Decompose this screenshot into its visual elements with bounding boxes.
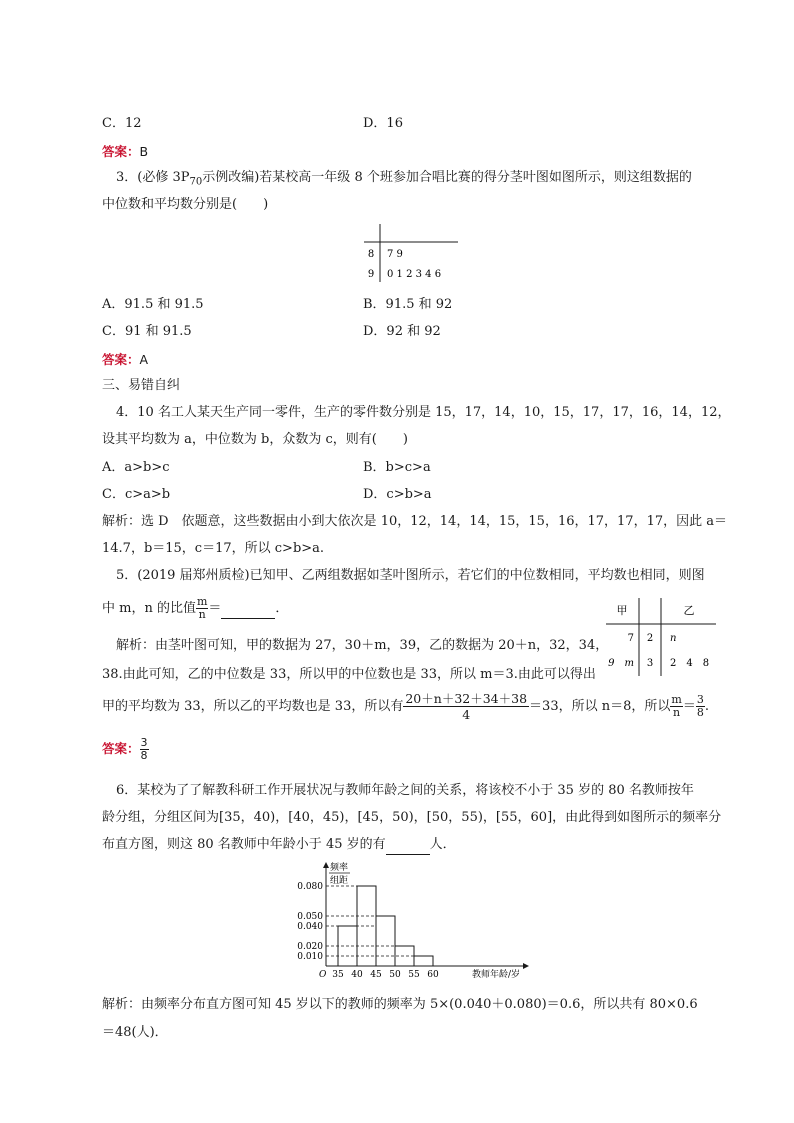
q5-ratio-fraction-2 xyxy=(670,694,682,719)
q6-solution-line1: 解析：由频率分布直方图可知 45 岁以下的教师的频率为 5×(0.040＋0.080)＝0.6，所以共有 80×0.6 xyxy=(102,997,698,1012)
q3-option-b: B．91.5 和 92 xyxy=(363,297,453,312)
fraction-denominator: 8 xyxy=(696,706,704,719)
q5-answer-blank xyxy=(221,600,275,619)
q6-line3-text: 布直方图，则这 80 名教师中年龄小于 45 岁的有 xyxy=(102,837,386,852)
histogram-axes xyxy=(326,863,528,966)
q5-mean-fraction xyxy=(403,691,529,722)
q2-option-c: C．12 xyxy=(102,116,142,131)
q6-line2: 龄分组，分组区间为[35，40)，[40，45)，[45，50)，[50，55)，[55，60]，由此得到如图所示的频率分 xyxy=(102,810,722,825)
q5-sol-text-b: ＝33，所以 n＝8，所以 xyxy=(529,699,671,714)
section-title: 三、易错自纠 xyxy=(102,378,181,393)
row3-left-leaves: 9 m xyxy=(608,658,634,669)
histogram-labels xyxy=(297,861,520,980)
q4-option-c: C．c>a>b xyxy=(102,487,171,502)
fraction-numerator: 3 xyxy=(696,693,704,706)
q3-option-c: C．91 和 91.5 xyxy=(102,324,192,339)
y-tick-label: 0.050 xyxy=(297,912,323,922)
x-axis-title: 教师年龄/岁 xyxy=(472,970,521,980)
fraction-numerator: m xyxy=(196,595,208,608)
q6-line1: 6．某校为了了解教科研工作开展状况与教师年龄之间的关系，将该校不小于 35 岁的 80 名教师按年 xyxy=(116,783,694,798)
answer-label: 答案： xyxy=(102,741,140,756)
q5-sol-text-a: 甲的平均数为 33，所以乙的平均数也是 33，所以有 xyxy=(102,699,404,714)
q5-line1: 5．(2019 届郑州质检)已知甲、乙两组数据如茎叶图所示，若它们的中位数相同，平均数也相同，则图 xyxy=(116,568,705,583)
q3-line1-part-b: 示例改编)若某校高一年级 8 个班参加合唱比赛的得分茎叶图如图所示，则这组数据的 xyxy=(202,170,692,185)
q6-solution-line2: ＝48(人)． xyxy=(102,1025,168,1040)
q4-line2: 设其平均数为 a，中位数为 b，众数为 c，则有( ) xyxy=(102,432,408,447)
x-tick-label: 45 xyxy=(370,970,382,980)
q4-line1: 4．10 名工人某天生产同一零件，生产的零件数分别是 15，17，14，10，15，17，17，16，14，12， xyxy=(116,405,731,420)
row2-stem: 2 xyxy=(646,633,654,644)
q2-answer xyxy=(102,142,148,160)
q3-stem-leaf-plot xyxy=(360,222,470,284)
row2-right-leaves: n xyxy=(670,633,677,644)
x-tick-label: 50 xyxy=(389,970,401,980)
fraction-denominator: n xyxy=(673,706,681,719)
q5-answer-fraction xyxy=(140,737,149,762)
q4-option-a: A．a>b>c xyxy=(102,460,170,475)
answer-value: A xyxy=(139,352,149,367)
answer-label: 答案： xyxy=(102,352,140,367)
fraction-numerator: 3 xyxy=(140,736,148,749)
x-tick-label: 60 xyxy=(427,970,439,980)
row3-right-leaves: 2 4 8 xyxy=(670,658,710,669)
x-tick-label: 35 xyxy=(332,970,344,980)
q6-line3 xyxy=(102,836,456,855)
q5-equals: ＝ xyxy=(208,601,222,616)
q3-option-a: A．91.5 和 91.5 xyxy=(102,297,204,312)
q5-solution-line1: 解析：由茎叶图可知，甲的数据为 27，30＋m，39，乙的数据为 20＋n，32，34， xyxy=(116,638,609,653)
q5-stem-leaf-table xyxy=(604,596,719,678)
q3-answer xyxy=(102,350,148,368)
q3-option-d: D．92 和 92 xyxy=(363,324,441,339)
row3-stem: 3 xyxy=(646,658,654,669)
q4-option-b: B．b>c>a xyxy=(363,460,431,475)
q5-line2-text: 中 m，n 的比值 xyxy=(102,601,196,616)
histogram-bar xyxy=(414,956,433,966)
q5-solution-line2: 38.由此可知，乙的中位数是 33，所以甲的中位数也是 33，所以 m＝3.由此可以得出 xyxy=(102,667,596,682)
q5-sol-equals: ＝ xyxy=(682,699,696,714)
q3-line1 xyxy=(116,169,692,192)
q4-solution-line2: 14.7，b＝15，c＝17，所以 c>b>a. xyxy=(102,541,325,556)
fraction-numerator: m xyxy=(671,693,682,706)
q6-answer-blank xyxy=(386,836,430,855)
fraction-numerator: 20＋n＋32＋34＋38 xyxy=(405,691,528,706)
q5-sol-period: . xyxy=(704,699,709,714)
q4-solution-line1: 解析：选 D 依题意，这些数据由小到大依次是 10，12，14，14，15，15，16，17，17，17，因此 a＝ xyxy=(102,514,727,529)
q5-period: ． xyxy=(275,601,289,616)
q5-result-fraction xyxy=(696,694,705,719)
y-tick-label: 0.080 xyxy=(297,882,323,892)
answer-value: B xyxy=(139,144,149,159)
x-tick-label: 40 xyxy=(351,970,363,980)
q6-frequency-histogram xyxy=(290,858,550,986)
histogram-bar xyxy=(376,916,395,966)
q6-line3-unit: 人． xyxy=(429,837,456,852)
q3-line2: 中位数和平均数分别是( ) xyxy=(102,197,269,212)
y-axis-title-bottom: 组距 xyxy=(330,876,349,886)
leaves-9: 0 1 2 3 4 6 xyxy=(387,269,442,280)
q5-answer xyxy=(102,737,149,762)
y-tick-label: 0.020 xyxy=(297,942,323,952)
group-yi-label: 乙 xyxy=(683,604,695,617)
q5-ratio-fraction xyxy=(196,596,208,621)
q2-option-d: D．16 xyxy=(363,116,403,131)
y-tick-label: 0.010 xyxy=(297,952,323,962)
q4-option-d: D．c>b>a xyxy=(363,487,432,502)
origin-label: O xyxy=(319,970,327,980)
q3-line1-subscript: 70 xyxy=(189,176,203,188)
y-axis-title-top: 频率 xyxy=(330,863,349,873)
q5-line2 xyxy=(102,596,288,621)
stem-8: 8 xyxy=(367,249,375,260)
q3-line1-part-a: 3．(必修 3P xyxy=(116,170,190,185)
row2-left-leaves: 7 xyxy=(627,633,634,644)
stem-9: 9 xyxy=(367,269,375,280)
fraction-denominator: n xyxy=(198,608,206,621)
leaves-8: 7 9 xyxy=(387,249,403,260)
fraction-denominator: 8 xyxy=(140,749,148,762)
answer-label: 答案： xyxy=(102,144,140,159)
group-jia-label: 甲 xyxy=(616,604,628,617)
x-tick-label: 55 xyxy=(408,970,420,980)
y-tick-label: 0.040 xyxy=(297,922,323,932)
q5-solution-line3 xyxy=(102,691,709,722)
fraction-denominator: 4 xyxy=(462,707,471,722)
